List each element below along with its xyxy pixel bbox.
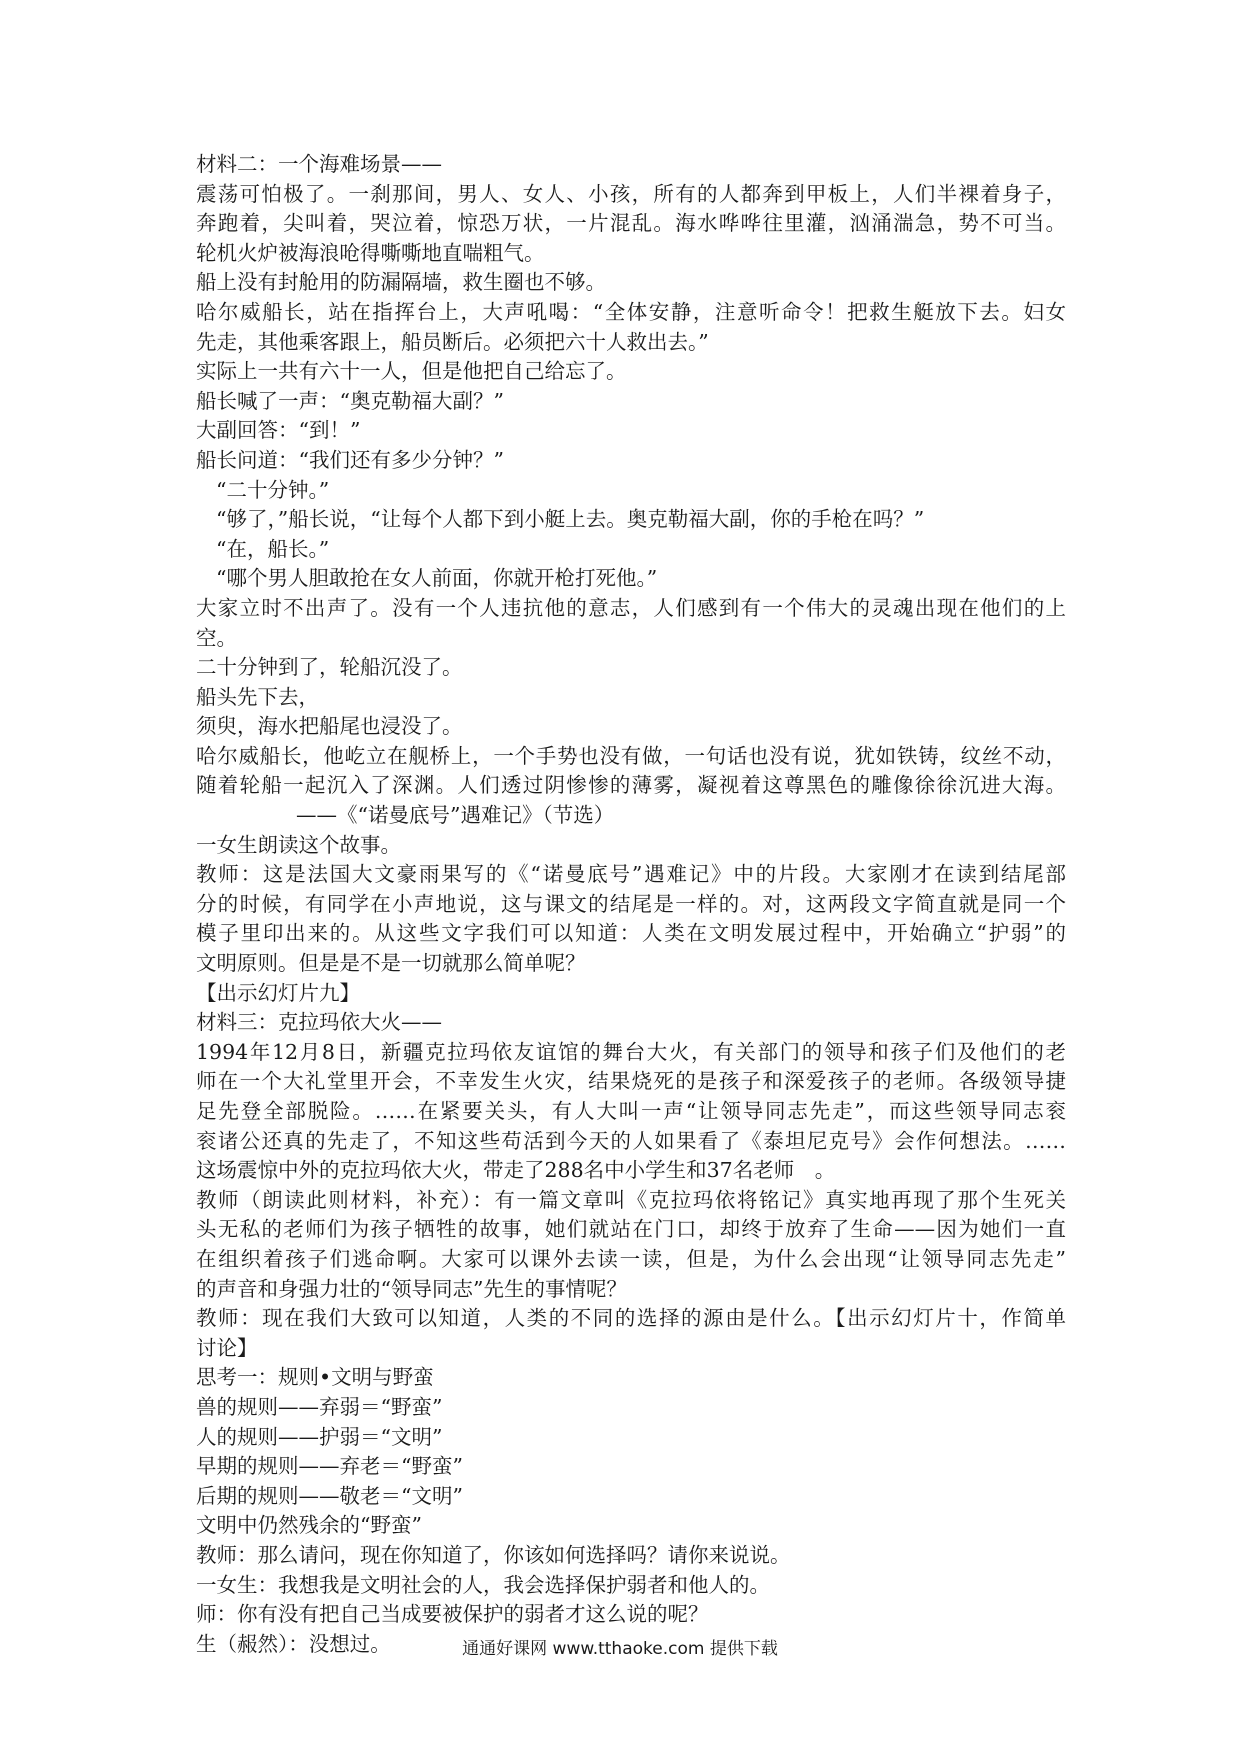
paragraph-line: 衮诸公还真的先走了，不知这些苟活到今天的人如果看了《泰坦尼克号》会作何想法。……: [196, 1128, 1066, 1153]
paragraph-line: 讨论】: [196, 1335, 258, 1360]
paragraph-line: 大家立时不出声了。没有一个人违抗他的意志，人们感到有一个伟大的灵魂出现在他们的上: [196, 595, 1066, 620]
paragraph-line: 空。: [196, 625, 237, 650]
paragraph-line: 震荡可怕极了。一刹那间，男人、女人、小孩，所有的人都奔到甲板上，人们半裸着身子，: [196, 181, 1066, 206]
rule-line: 人的规则——护弱＝“文明”: [196, 1424, 443, 1449]
paragraph-line: 二十分钟到了，轮船沉没了。: [196, 655, 463, 680]
dialogue-line: 大副回答：“到！”: [196, 418, 361, 443]
dialogue-line: 船长喊了一声：“奥克勒福大副？”: [196, 388, 504, 413]
rule-line: 文明中仍然残余的“野蛮”: [196, 1513, 422, 1538]
paragraph-line: 文明原则。但是是不是一切就那么简单呢？: [196, 951, 586, 976]
page-footer: 通通好课网 www.tthaoke.com 提供下载: [462, 1639, 778, 1659]
paragraph-line: 须臾，海水把船尾也浸没了。: [196, 714, 463, 739]
reflection-heading: 思考一：规则•文明与野蛮: [196, 1365, 434, 1390]
material-two-heading: 材料二：一个海难场景——: [196, 152, 442, 176]
paragraph-line: 师在一个大礼堂里开会，不幸发生火灾，结果烧死的是孩子和深爱孩子的老师。各级领导捷: [196, 1069, 1066, 1094]
paragraph-line: 教师：现在我们大致可以知道，人类的不同的选择的源由是什么。【出示幻灯片十，作简单: [196, 1306, 1066, 1331]
paragraph-line: 教师：那么请问，现在你知道了，你该如何选择吗？请你来说说。: [196, 1542, 791, 1567]
paragraph-line: 头无私的老师们为孩子牺牲的故事，她们就站在门口，却终于放弃了生命——因为她们一直: [196, 1217, 1066, 1242]
dialogue-line: 船长问道：“我们还有多少分钟？”: [196, 447, 504, 472]
dialogue-line: “二十分钟。”: [216, 477, 330, 502]
paragraph-line: 的声音和身强力壮的“领导同志”先生的事情呢？: [196, 1276, 627, 1301]
paragraph-line: 足先登全部脱险。……在紧要关头，有人大叫一声“让领导同志先走”，而这些领导同志衮: [196, 1099, 1066, 1123]
document-body: [196, 150, 1066, 1659]
paragraph-line: 轮机火炉被海浪呛得嘶嘶地直喘粗气。: [196, 240, 545, 265]
source-citation: ——《“诺曼底号”遇难记》（节选）: [296, 803, 615, 828]
dialogue-line: “在，船长。”: [216, 536, 330, 561]
paragraph-line: 分的时候，有同学在小声地说，这与课文的结尾是一样的。对，这两段文字简直就是同一个: [196, 891, 1066, 916]
slide-cue: 【出示幻灯片九】: [196, 980, 360, 1005]
paragraph-line: 奔跑着，尖叫着，哭泣着，惊恐万状，一片混乱。海水哗哗往里灌，汹涌湍急，势不可当。: [196, 211, 1066, 236]
paragraph-line: 船头先下去，: [196, 684, 319, 709]
paragraph-line: 生（赧然）：没想过。: [196, 1631, 391, 1656]
rule-line: 早期的规则——弃老＝“野蛮”: [196, 1454, 463, 1479]
paragraph-line: 1994年12月8日，新疆克拉玛依友谊馆的舞台大火，有关部门的领导和孩子们及他们的老: [196, 1039, 1066, 1064]
rule-line: 兽的规则——弃弱＝“野蛮”: [196, 1394, 443, 1419]
paragraph-line: 实际上一共有六十一人，但是他把自己给忘了。: [196, 359, 627, 384]
paragraph-line: 先走，其他乘客跟上，船员断后。必须把六十人救出去。”: [196, 329, 709, 354]
paragraph-line: 模子里印出来的。从这些文字我们可以知道：人类在文明发展过程中，开始确立“护弱”的: [196, 921, 1066, 946]
paragraph-line: 哈尔威船长，他屹立在舰桥上，一个手势也没有做，一句话也没有说，犹如铁铸，纹丝不动，: [196, 743, 1066, 768]
rule-line: 后期的规则——敬老＝“文明”: [196, 1483, 463, 1508]
paragraph-line: 这场震惊中外的克拉玛依大火，带走了288名中小学生和37名老师 。: [196, 1158, 836, 1183]
paragraph-line: 师：你有没有把自己当成要被保护的弱者才这么说的呢？: [196, 1602, 709, 1627]
paragraph-line: 一女生：我想我是文明社会的人，我会选择保护弱者和他人的。: [196, 1572, 770, 1597]
material-three-heading: 材料三：克拉玛依大火——: [196, 1010, 442, 1035]
paragraph-line: 哈尔威船长，站在指挥台上，大声吼喝：“全体安静，注意听命令！把救生艇放下去。妇女: [196, 299, 1066, 324]
paragraph-line: 随着轮船一起沉入了深渊。人们透过阴惨惨的薄雾，凝视着这尊黑色的雕像徐徐沉进大海。: [196, 773, 1066, 798]
paragraph-line: 一女生朗读这个故事。: [196, 832, 401, 857]
paragraph-line: 船上没有封舱用的防漏隔墙，救生圈也不够。: [196, 270, 606, 295]
dialogue-line: “够了，”船长说，“让每个人都下到小艇上去。奥克勒福大副，你的手枪在吗？”: [216, 507, 925, 532]
dialogue-line: “哪个男人胆敢抢在女人前面，你就开枪打死他。”: [216, 566, 658, 591]
paragraph-line: 教师：这是法国大文豪雨果写的《“诺曼底号”遇难记》中的片段。大家刚才在读到结尾部: [196, 862, 1066, 887]
paragraph-line: 教师（朗读此则材料，补充）：有一篇文章叫《克拉玛依将铭记》真实地再现了那个生死关: [196, 1187, 1066, 1212]
paragraph-line: 在组织着孩子们逃命啊。大家可以课外去读一读，但是，为什么会出现“让领导同志先走”: [196, 1246, 1066, 1271]
